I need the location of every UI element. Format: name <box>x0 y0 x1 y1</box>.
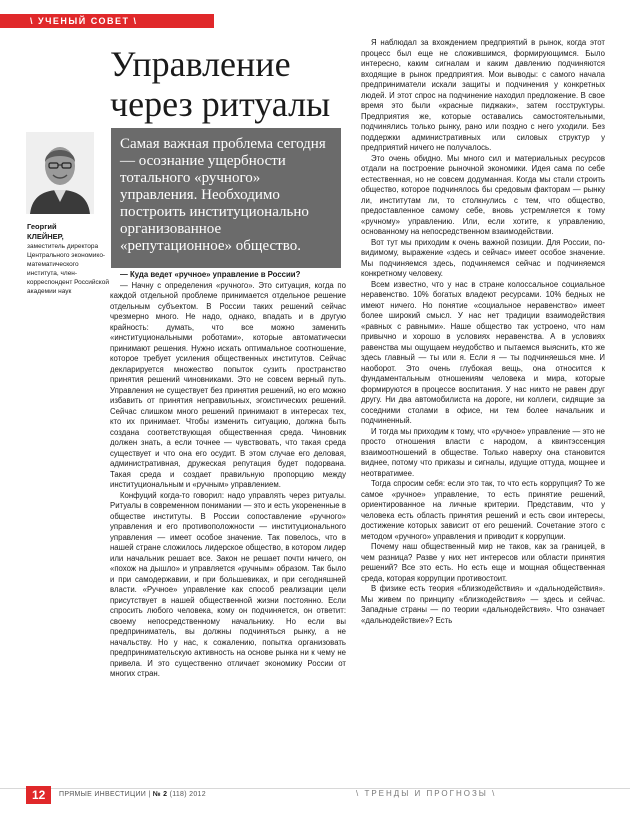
right-paragraph: Я наблюдал за вхождением предприятий в рынок, когда этот процесс был еще не сложившимся, формирующимся. Было интересно, каким сигналам и каким давлению подчиняются входящие в рынок предприятия. Мои выводы: с самого начала предприниматели искали защиты и подчинения у конкретных людей. И этот спрос на подчинение находил предложение. В свое время это были «красные пиджаки», затем госструктуры. Предприятия же, которые оставались самостоятельными, подчинялись только рынку, рано или поздно с него уходили. Без поддержки административных или силовых структур у предприятий ничего не получалось. <box>361 38 605 152</box>
author-first-name: Георгий <box>27 222 57 231</box>
left-column <box>110 270 346 680</box>
left-paragraph: — Начну с определения «ручного». Это ситуация, когда по каждой отдельной проблеме принимается отдельное решение отдельным субъектом. В России таких решений сейчас чрезмерно много. Не надо, однако, впадать и в другую крайность: думать, что все можно заменить «институциональными роботами», которые автоматически принимают решения. Нужно искать оптимальное соотношение, которое требует усиления общественных институтов. Сейчас декларируется множество попыток сузить пространство принятия решений чиновниками. Это не совсем верный путь. Управления не существует без принятия решений, но его можно избавить от принятия неправильных, эгоистических решений. Сейчас слишком много решений принимают в интересах тех, кто их принимает. Чтобы изменить ситуацию, должна быть создана соответствующая общественная среда. Чиновник должен знать, а если точнее — чувствовать, что такая среда существует и что она его осудит. В этом случае его деловая, административная, дружеская репутация будет подорвана. Такая среда и создает правильную пропорцию между институциональным и «ручным» управлением. <box>110 280 346 489</box>
right-paragraph: Тогда спросим себя: если это так, то что есть коррупция? То же самое «ручное» управление, то есть принятие решений, ориентированное на личные критерии. Представим, что у человека есть область принятия решений и есть свои интересы, достижение которых зависит от его решений. Сочетание этого с методом «ручного» управления и приводит к коррупции. <box>361 479 605 541</box>
publication-info: ПРЯМЫЕ ИНВЕСТИЦИИ | № 2 (118) 2012 <box>59 791 206 798</box>
author-credit <box>27 222 109 296</box>
left-paragraph: Конфуций когда-то говорил: надо управлять через ритуалы. Ритуалы в современном понимании — это и есть укорененные в обществе институты. В России сопоставление «ручного» управления и его противоположности — институционального управления — имеет особое значение. Так повелось, что в нашей стране сложилось лидерское общество, в котором лидер или начальник решает все. Закон не решает почти ничего, он «похож на дышло» и управляется «ручным» образом. Так было и при самодержавии, и при большевиках, и при сегодняшней власти. «Ручное» управление как способ реализации цели присутствует в нашей общественной жизни постоянно. Если спросить любого человека, кому он подчиняется, он ответит: своему непосредственному начальнику. Но если вы предприниматель, вы должны подчиняться рынку, а не начальству. Но у нас, к сожалению, попытка организовать предпринимательскую активность на основе рынка ни к чему не привела. И это существенно отличает экономику России от многих стран. <box>110 490 346 678</box>
issue-number: № 2 <box>152 791 168 798</box>
article-title: Управление через ритуалы <box>110 44 331 124</box>
author-last-name: КЛЕЙНЕР, <box>27 232 64 241</box>
section-rubric: \ УЧЕНЫЙ СОВЕТ \ <box>0 14 214 28</box>
right-paragraph: Это очень обидно. Мы много сил и материальных ресурсов отдали на построение рыночной экономики. Идея сама по себе естественная, но не совсем додуманная. Когда мы стали строить общество, которое подчинялось бы средовым факторам — рынку ли, институтам ли, то столкнулись с тем, что общество, предоставленное самому себе, вновь устремляется к тому «ручному» управлению. Или, если хотите, к управлению, основанному на непосредственном взаимодействии. <box>361 153 605 236</box>
author-description: заместитель директора Центрального экономико-математического института, член-корреспондент Российской академии наук <box>27 243 109 295</box>
right-paragraph: Всем известно, что у нас в стране колоссальное социальное неравенство. 10% богатых владеют ресурсами. 10% бедных не имеют ничего. Но понятие «социальное неравенство» имеет более широкий смысл. У нас нет традиции взаимодействия «равных с равными». Наше общество так устроено, что нам привычно и хорошо в условиях неравенства. А в условиях равенства мы ощущаем неудобство и пытаемся выяснить, кто же здесь главный — ты или я. Если я — ты подчиняешься мне. И наоборот. Это очень глубокая вещь, она относится к фундаментальным отношениям человека и мира, которые формируются в процессе воспитания. У нас никто не равен друг другу. Ни два автомобилиста на дороге, ни коллеги, сидящие за соседними столами в офисе, ни тем более начальник и подчиненный. <box>361 279 605 425</box>
footer-divider <box>0 788 630 789</box>
right-paragraph: В физике есть теория «близкодействия» и «дальнодействия». Мы живем по принципу «близкодействия» — здесь и сейчас. Западные страны — по теории «дальнодействия». Что означает «дальнодействие»? Есть <box>361 584 605 625</box>
right-column <box>361 38 605 626</box>
interview-question: — Куда ведет «ручное» управление в России? <box>120 270 301 279</box>
author-photo <box>26 132 94 214</box>
footer-section-label: \ ТРЕНДЫ И ПРОГНОЗЫ \ <box>356 789 497 798</box>
right-paragraph: Почему наш общественный мир не таков, как за границей, в чем разница? Разве у них нет интересов или области принятия решений? Все это есть. Но есть еще и мощная общественная среда, которая коррупции противостоит. <box>361 542 605 583</box>
publication-name: ПРЯМЫЕ ИНВЕСТИЦИИ <box>59 791 147 798</box>
issue-details: (118) 2012 <box>169 791 206 798</box>
article-lead: Самая важная проблема сегодня — осознание ущербности тотального «ручного» управления. Необходимо построить институционально организованное «репутационное» общество. <box>111 128 341 268</box>
right-paragraph: И тогда мы приходим к тому, что «ручное» управление — это не просто отношения власти с народом, а квинтэссенция взаимоотношений в обществе. Только наверху она становится виднее, потому что приказы и сигналы, идущие оттуда, мощнее и неотвратимее. <box>361 426 605 478</box>
page-number: 12 <box>26 786 51 804</box>
right-paragraph: Вот тут мы приходим к очень важной позиции. Для России, по-видимому, выражение «здесь и сейчас» имеет особое значение. Мы подчиняемся здесь, подчиняемся сейчас и подчиняемся конкретному человеку. <box>361 237 605 278</box>
